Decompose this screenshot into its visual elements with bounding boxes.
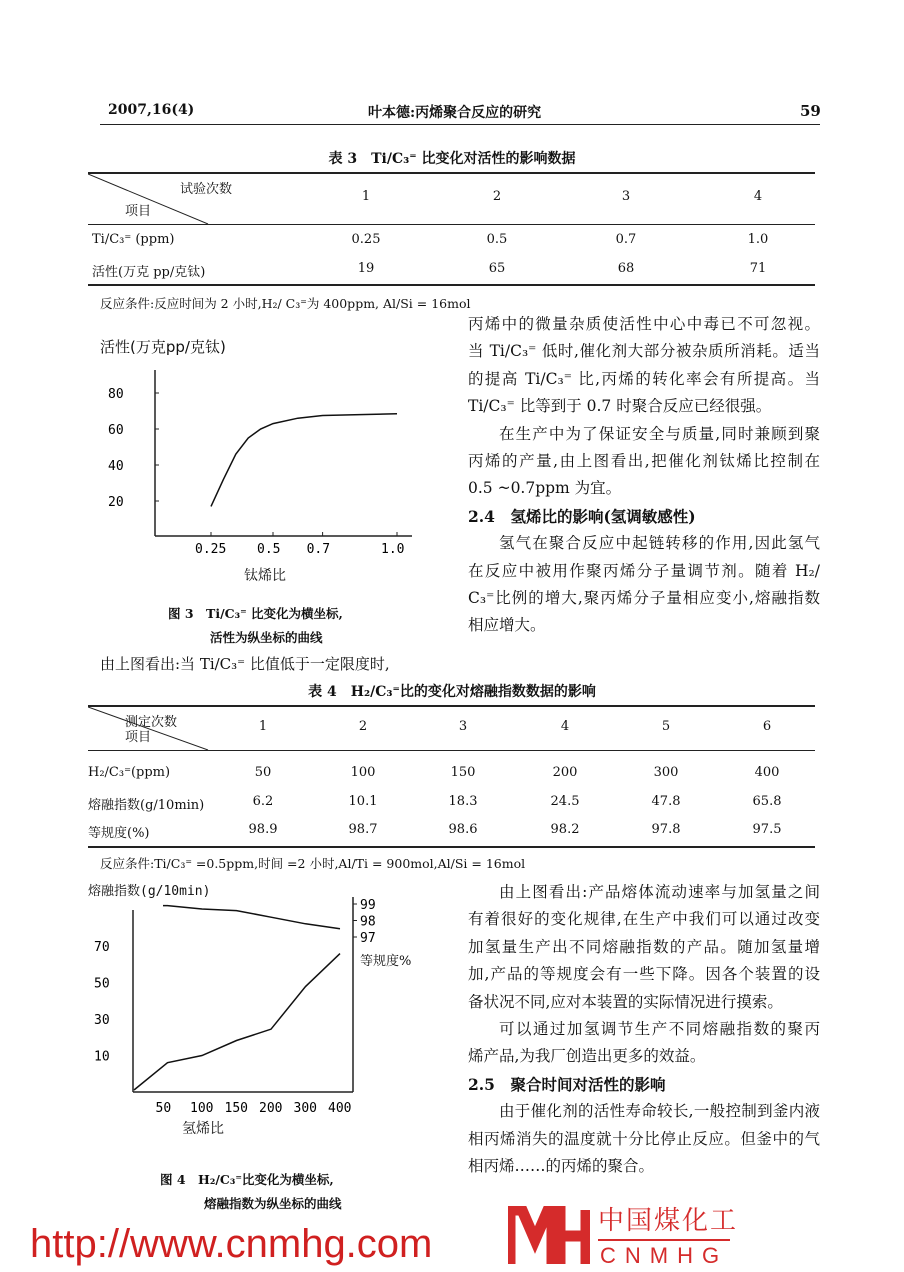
x-tick-label: 50	[155, 1101, 172, 1116]
table-column-header: 4	[560, 718, 570, 734]
y-tick-label-right: 99	[360, 898, 376, 913]
watermark-logo-cn: 中国煤化工	[598, 1206, 739, 1236]
text-line: 在反应中被用作聚丙烯分子量调节剂。随着 H₂/	[468, 561, 820, 580]
x-tick-label: 0.7	[306, 542, 331, 557]
table-cell: 0.7	[615, 232, 637, 247]
y-tick-label-right: 97	[360, 931, 376, 946]
y-tick-label: 30	[94, 1013, 110, 1029]
x-tick-label: 1.0	[381, 542, 405, 557]
figure4-chart	[0, 0, 460, 1160]
fig3-xlabel: 钛烯比	[244, 568, 286, 584]
table-cell: 97.8	[651, 822, 681, 837]
y-tick-label: 20	[108, 495, 124, 510]
y-tick-label: 10	[94, 1049, 110, 1065]
table-cell: 47.8	[651, 794, 681, 809]
table-row-label: 等规度(%)	[88, 826, 150, 841]
table-column-header: 4	[753, 189, 763, 204]
table-column-header: 2	[358, 718, 368, 734]
table-column-header: 5	[661, 718, 671, 734]
text-line: 当 Ti/C₃⁼ 低时,催化剂大部分被杂质所消耗。适当	[468, 342, 820, 361]
table-cell: 65.8	[752, 794, 782, 809]
table-cell: 10.1	[348, 794, 378, 809]
watermark-url: http://www.cnmhg.com	[30, 1222, 433, 1266]
table-cell: 98.6	[448, 822, 478, 837]
table-cell: 200	[552, 765, 578, 780]
page-number: 59	[800, 102, 821, 120]
table-cell: 24.5	[550, 794, 580, 809]
fig4-ylabel: 熔融指数(g/10min)	[88, 884, 211, 899]
text-line: 相丙烯消失的温度就十分比停止反应。但釜中的气	[468, 1129, 820, 1148]
text-line: 在生产中为了保证安全与质量,同时兼顾到聚	[499, 424, 820, 443]
y-tick-label: 70	[94, 939, 110, 955]
text-line: 由于催化剂的活性寿命较长,一般控制到釜内液	[499, 1102, 820, 1121]
table-column-header: 3	[621, 189, 631, 204]
melt-index-curve	[134, 954, 340, 1090]
table-cell: 50	[254, 765, 272, 780]
table-cell: 98.7	[348, 822, 378, 837]
table-cell: 1.0	[747, 232, 769, 247]
text-line: 加氢量生产出不同熔融指数的产品。随加氢量增	[468, 937, 820, 956]
table-cell: 98.9	[248, 822, 278, 837]
table-cell: 98.2	[550, 822, 580, 837]
fig4-caption: 图 4 H₂/C₃⁼比变化为横坐标,	[160, 1172, 334, 1187]
text-line: 有着很好的变化规律,在生产中我们可以通过改变	[468, 910, 820, 929]
text-line: 烯产品,为我厂创造出更多的效益。	[468, 1047, 706, 1066]
x-tick-label: 300	[293, 1101, 317, 1116]
fig3-caption-line2: 活性为纵坐标的曲线	[210, 630, 323, 645]
text-line: 加,产品的等规度会有一些下降。因各个装置的设	[468, 965, 820, 984]
text-line: 丙烯中的微量杂质使活性中心中毒已不可忽视。	[468, 315, 820, 333]
table-cell: 71	[749, 261, 767, 276]
text-line: 可以通过加氢调节生产不同熔融指数的聚丙	[499, 1019, 820, 1038]
table-row-label: 熔融指数(g/10min)	[88, 798, 205, 813]
fig3-ylabel: 活性(万克pp/克钛)	[100, 338, 226, 356]
cnmhg-logo	[508, 1206, 590, 1266]
text-line: 2.4 氢烯比的影响(氢调敏感性)	[468, 506, 696, 526]
table-column-header: 1	[361, 189, 371, 204]
text-line: 由上图看出:产品熔体流动速率与加氢量之间	[499, 883, 820, 901]
text-line: Ti/C₃⁼ 比等到于 0.7 时聚合反应已经很强。	[468, 397, 772, 416]
table-corner-top: 试验次数	[180, 182, 233, 197]
y-tick-label: 60	[108, 423, 124, 438]
table-cell: 150	[450, 765, 476, 780]
table3-condition: 反应条件:反应时间为 2 小时,H₂/ C₃⁼为 400ppm, Al/Si = 16mol	[100, 296, 471, 311]
x-tick-label: 200	[259, 1101, 283, 1116]
fig3-caption: 图 3 Ti/C₃⁼ 比变化为横坐标,	[168, 606, 343, 621]
text-line: 备状况不同,应对本装置的实际情况进行摸索。	[468, 992, 783, 1011]
text-line: 丙烯的产量,由上图看出,把催化剂钛烯比控制在	[468, 451, 820, 470]
x-tick-label: 0.25	[195, 542, 227, 557]
text-line: 相应增大。	[468, 616, 546, 635]
left-paragraph-line: 由上图看出:当 Ti/C₃⁼ 比值低于一定限度时,	[100, 655, 390, 673]
table-cell: 18.3	[448, 794, 478, 809]
table3-title: 表 3 Ti/C₃⁼ 比变化对活性的影响数据	[328, 151, 576, 167]
text-line: 氢气在聚合反应中起链转移的作用,因此氢气	[499, 534, 820, 553]
table-corner-bottom: 项目	[125, 204, 152, 219]
x-tick-label: 100	[190, 1101, 214, 1116]
isotacticity-curve	[163, 906, 340, 929]
text-line: 的提高 Ti/C₃⁼ 比,丙烯的转化率会有所提高。当	[468, 369, 820, 388]
right-column-text-2	[468, 879, 820, 1180]
table-row-label: Ti/C₃⁼ (ppm)	[92, 232, 175, 247]
text-line: 相丙烯……的丙烯的聚合。	[468, 1156, 655, 1175]
fig4-ylabel-right: 等规度%	[360, 954, 412, 969]
x-tick-label: 150	[224, 1101, 248, 1116]
right-column-text-1	[468, 311, 820, 640]
table4-condition: 反应条件:Ti/C₃⁼ =0.5ppm,时间 =2 小时,Al/Ti = 900mol,Al/Si = 16mol	[100, 856, 526, 871]
y-tick-label: 80	[108, 387, 124, 402]
logo-rule	[598, 1239, 730, 1241]
table-cell: 68	[617, 261, 635, 276]
table-cell: 19	[357, 261, 375, 276]
journal-issue: 2007,16(4)	[108, 102, 195, 118]
table-cell: 300	[653, 765, 679, 780]
x-tick-label: 0.5	[257, 542, 281, 557]
table-column-header: 6	[762, 718, 772, 734]
table-column-header: 2	[492, 189, 502, 204]
running-title: 叶本德:丙烯聚合反应的研究	[368, 105, 542, 121]
table-cell: 97.5	[752, 822, 782, 837]
table-cell: 0.5	[486, 232, 508, 247]
table-corner-top: 测定次数	[125, 715, 178, 730]
y-tick-label: 40	[108, 459, 124, 474]
table-row-label: H₂/C₃⁼(ppm)	[88, 765, 171, 780]
table-cell: 400	[754, 765, 780, 780]
table-column-header: 3	[458, 718, 468, 734]
fig4-caption-line2: 熔融指数为纵坐标的曲线	[204, 1196, 342, 1211]
table-column-header: 1	[258, 718, 268, 734]
table-cell: 100	[350, 765, 376, 780]
text-line: C₃⁼比例的增大,聚丙烯分子量相应变小,熔融指数	[468, 588, 820, 607]
fig4-xlabel: 氢烯比	[182, 1121, 224, 1137]
x-tick-label: 400	[328, 1101, 352, 1116]
text-line: 0.5 ~0.7ppm 为宜。	[468, 479, 622, 498]
table-cell: 0.25	[351, 232, 381, 247]
table-cell: 65	[488, 261, 506, 276]
y-tick-label: 50	[94, 976, 110, 992]
text-line: 2.5 聚合时间对活性的影响	[468, 1074, 666, 1094]
table-cell: 6.2	[252, 794, 274, 809]
watermark-logo-en: CNMHG	[600, 1243, 729, 1268]
table-row-label: 活性(万克 pp/克钛)	[92, 265, 206, 280]
table4-title: 表 4 H₂/C₃⁼比的变化对熔融指数数据的影响	[308, 684, 596, 700]
y-tick-label-right: 98	[360, 914, 376, 930]
table-corner-bottom: 项目	[125, 730, 152, 745]
